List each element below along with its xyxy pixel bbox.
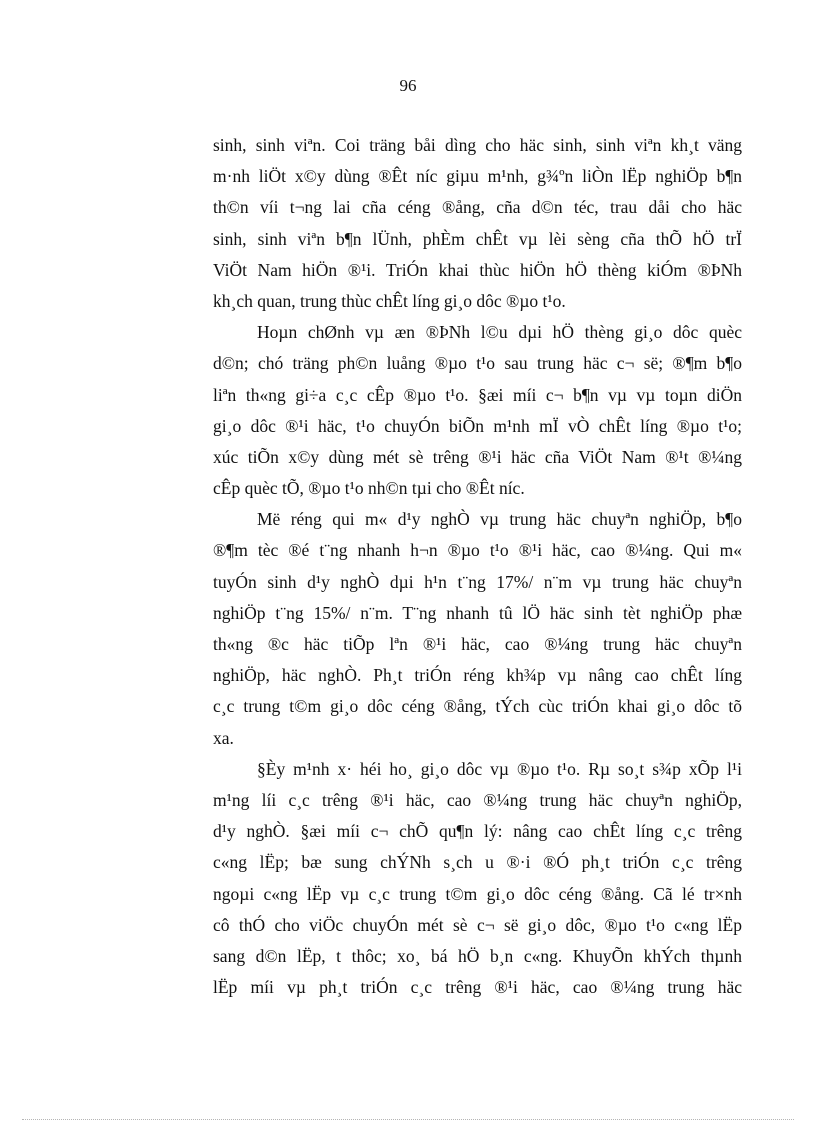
paragraph-first-line: Më réng qui m« d¹y nghÒ vµ trung häc chuyªn nghiÖp, b¶o [257,509,742,530]
text-line: ngoµi c«ng lËp vµ c¸c trung t©m gi¸o dôc céng ®ång. Cã lé tr×nh [213,883,742,904]
paragraph-first-line: Hoµn chØnh vµ æn ®ÞNh l©u dµi hÖ thèng gi¸o dôc quèc [257,322,742,343]
text-line: sinh, sinh viªn. Coi träng båi dìng cho häc sinh, sinh viªn kh¸t väng [213,135,742,155]
text-line: sinh, sinh viªn b¶n lÜnh, phÈm chÊt vµ lèi sèng cña thÕ hÖ trÏ [213,228,742,249]
text-line: th©n víi t¬ng lai cña céng ®ång, cña d©n téc, trau dåi cho häc [213,197,742,218]
text-line: ViÖt Nam hiÖn ®¹i. TriÓn khai thùc hiÖn hÖ thèng kiÓm ®ÞNh [213,259,742,280]
text-line: gi¸o dôc ®¹i häc, t¹o chuyÓn biÕn m¹nh mÏ vÒ chÊt líng ®µo t¹o; [213,415,742,436]
text-line: xa. [213,727,234,748]
text-line: m·nh liÖt x©y dùng ®Êt níc giµu m¹nh, g¾ºn liÒn lËp nghiÖp b¶n [213,166,742,187]
text-line: ®¶m tèc ®é t¨ng nhanh h¬n ®µo t¹o ®¹i häc, cao ®¼ng. Qui m« [213,540,742,561]
text-line: d¹y nghÒ. §æi míi c¬ chÕ qu¶n lý: nâng cao chÊt líng c¸c trêng [213,821,742,842]
text-line: nghiÖp, häc nghÒ. Ph¸t triÓn réng kh¾p vµ nâng cao chÊt líng [213,665,742,686]
text-line: cô thÓ cho viÖc chuyÓn mét sè c¬ së gi¸o dôc, ®µo t¹o c«ng lËp [213,914,742,935]
page-bottom-divider [22,1119,794,1120]
text-line: c«ng lËp; bæ sung chÝNh s¸ch u ®·i ®Ó ph¸t triÓn c¸c trêng [213,852,742,873]
text-line: m¹ng líi c¸c trêng ®¹i häc, cao ®¼ng trung häc chuyªn nghiÖp, [213,789,742,810]
text-line: th«ng ®c häc tiÕp lªn ®¹i häc, cao ®¼ng trung häc chuyªn [213,634,742,654]
text-line: d©n; chó träng ph©n luång ®µo t¹o sau trung häc c¬ së; ®¶m b¶o [213,353,742,374]
paragraph-first-line: §Èy m¹nh x· héi ho¸ gi¸o dôc vµ ®µo t¹o. Rµ so¸t s¾p xÕp l¹i [257,758,742,779]
text-line: kh¸ch quan, trung thùc chÊt líng gi¸o dôc ®µo t¹o. [213,290,566,311]
text-line: lËp míi vµ ph¸t triÓn c¸c trêng ®¹i häc, cao ®¼ng trung häc [213,977,742,998]
page-number: 96 [399,76,417,95]
text-line: sang d©n lËp, t thôc; xo¸ bá hÖ b¸n c«ng. KhuyÕn khÝch thµnh [213,945,742,966]
text-line: nghiÖp t¨ng 15%/ n¨m. T¨ng nhanh tû lÖ häc sinh tèt nghiÖp phæ [213,602,742,623]
text-line: liªn th«ng gi÷a c¸c cÊp ®µo t¹o. §æi míi c¬ b¶n vµ vµ toµn diÖn [213,384,742,405]
text-line: xúc tiÕn x©y dùng mét sè trêng ®¹i häc cña ViÖt Nam ®¹t ®¼ng [213,446,742,467]
text-line: tuyÓn sinh d¹y nghÒ dµi h¹n t¨ng 17%/ n¨m vµ trung häc chuyªn [213,571,742,592]
body-text [213,130,742,1003]
text-line: c¸c trung t©m gi¸o dôc céng ®ång, tÝch cùc triÓn khai gi¸o dôc tõ [213,696,742,717]
text-line: cÊp quèc tÕ, ®µo t¹o nh©n tµi cho ®Êt níc. [213,478,525,499]
